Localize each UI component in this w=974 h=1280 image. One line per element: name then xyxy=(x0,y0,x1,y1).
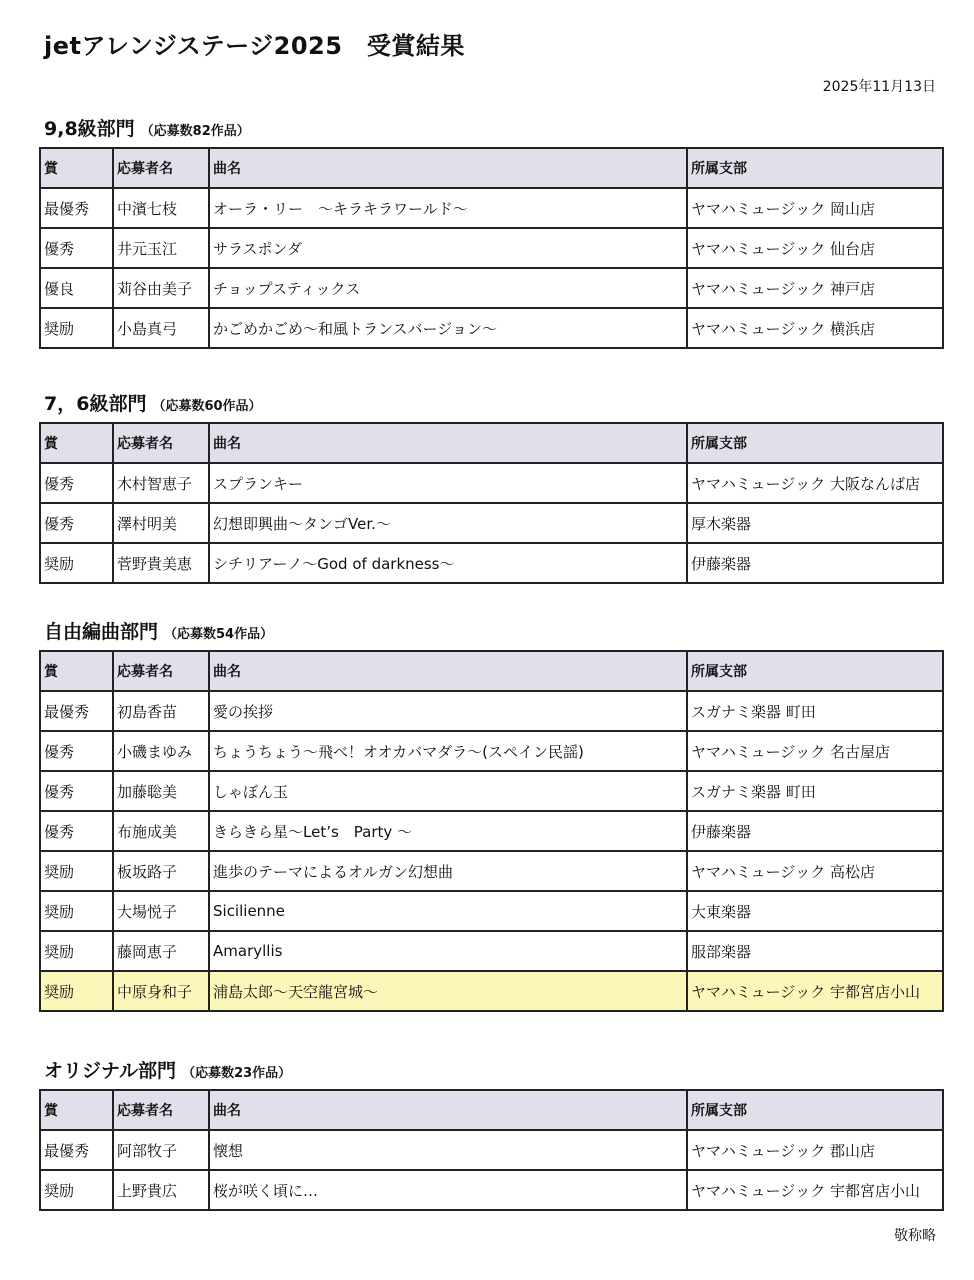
prize-cell: 奨励 xyxy=(40,543,113,583)
branch-cell: 厚木楽器 xyxy=(687,503,943,543)
branch-cell: ヤマハミュージック 宇都宮店小山 xyxy=(687,1170,943,1210)
song-cell: チョップスティックス xyxy=(209,268,687,308)
table-row xyxy=(40,771,943,811)
branch-cell: スガナミ楽器 町田 xyxy=(687,771,943,811)
col-header-branch: 所属支部 xyxy=(687,651,943,691)
table-header-row xyxy=(40,651,943,691)
name-cell: 中濱七枝 xyxy=(113,188,209,228)
branch-cell: ヤマハミュージック 横浜店 xyxy=(687,308,943,348)
name-cell: 木村智恵子 xyxy=(113,463,209,503)
col-header-branch: 所属支部 xyxy=(687,1090,943,1130)
section-title xyxy=(44,1056,291,1083)
table-row xyxy=(40,891,943,931)
col-header-name: 応募者名 xyxy=(113,1090,209,1130)
name-cell: 菅野貴美恵 xyxy=(113,543,209,583)
prize-cell: 最優秀 xyxy=(40,691,113,731)
table-row xyxy=(40,691,943,731)
results-table xyxy=(39,1089,944,1211)
table-header-row xyxy=(40,423,943,463)
section-name: 7，6級部門 xyxy=(44,393,147,415)
branch-cell: ヤマハミュージック 名古屋店 xyxy=(687,731,943,771)
prize-cell: 奨励 xyxy=(40,851,113,891)
section-title xyxy=(44,114,250,141)
section-name: 自由編曲部門 xyxy=(44,621,159,643)
song-cell: サラスポンダ xyxy=(209,228,687,268)
prize-cell: 奨励 xyxy=(40,891,113,931)
branch-cell: 服部楽器 xyxy=(687,931,943,971)
branch-cell: ヤマハミュージック 郡山店 xyxy=(687,1130,943,1170)
prize-cell: 優秀 xyxy=(40,503,113,543)
table-row xyxy=(40,228,943,268)
prize-cell: 優秀 xyxy=(40,463,113,503)
col-header-prize: 賞 xyxy=(40,423,113,463)
table-row xyxy=(40,931,943,971)
name-cell: 小島真弓 xyxy=(113,308,209,348)
section-count: （応募数82作品） xyxy=(140,124,250,139)
col-header-prize: 賞 xyxy=(40,651,113,691)
prize-cell: 最優秀 xyxy=(40,188,113,228)
col-header-song: 曲名 xyxy=(209,423,687,463)
name-cell: 苅谷由美子 xyxy=(113,268,209,308)
name-cell: 板坂路子 xyxy=(113,851,209,891)
song-cell: 桜が咲く頃に… xyxy=(209,1170,687,1210)
section-name: 9,8級部門 xyxy=(44,118,135,140)
results-table xyxy=(39,147,944,349)
song-cell: スプランキー xyxy=(209,463,687,503)
branch-cell: ヤマハミュージック 仙台店 xyxy=(687,228,943,268)
table-header-row xyxy=(40,148,943,188)
song-cell: 幻想即興曲～タンゴVer.～ xyxy=(209,503,687,543)
col-header-name: 応募者名 xyxy=(113,148,209,188)
section-count: （応募数60作品） xyxy=(152,399,262,414)
prize-cell: 奨励 xyxy=(40,931,113,971)
name-cell: 初島香苗 xyxy=(113,691,209,731)
name-cell: 澤村明美 xyxy=(113,503,209,543)
name-cell: 小磯まゆみ xyxy=(113,731,209,771)
section-count: （応募数54作品） xyxy=(164,627,274,642)
section-count: （応募数23作品） xyxy=(182,1066,292,1081)
prize-cell: 奨励 xyxy=(40,1170,113,1210)
prize-cell: 奨励 xyxy=(40,971,113,1011)
table-row xyxy=(40,268,943,308)
results-table xyxy=(39,422,944,584)
table-row xyxy=(40,1130,943,1170)
branch-cell: 伊藤楽器 xyxy=(687,811,943,851)
table-row xyxy=(40,463,943,503)
table-row xyxy=(40,543,943,583)
name-cell: 大場悦子 xyxy=(113,891,209,931)
table-row xyxy=(40,503,943,543)
col-header-name: 応募者名 xyxy=(113,423,209,463)
prize-cell: 優秀 xyxy=(40,731,113,771)
prize-cell: 優秀 xyxy=(40,811,113,851)
branch-cell: ヤマハミュージック 神戸店 xyxy=(687,268,943,308)
col-header-song: 曲名 xyxy=(209,1090,687,1130)
song-cell: 浦島太郎～天空龍宮城～ xyxy=(209,971,687,1011)
table-row xyxy=(40,811,943,851)
prize-cell: 優秀 xyxy=(40,771,113,811)
name-cell: 阿部牧子 xyxy=(113,1130,209,1170)
table-row xyxy=(40,1170,943,1210)
song-cell: しゃぼん玉 xyxy=(209,771,687,811)
table-row xyxy=(40,188,943,228)
branch-cell: ヤマハミュージック 宇都宮店小山 xyxy=(687,971,943,1011)
song-cell: 進歩のテーマによるオルガン幻想曲 xyxy=(209,851,687,891)
branch-cell: ヤマハミュージック 大阪なんば店 xyxy=(687,463,943,503)
song-cell: シチリアーノ～God of darkness～ xyxy=(209,543,687,583)
table-row xyxy=(40,851,943,891)
song-cell: かごめかごめ～和風トランスバージョン～ xyxy=(209,308,687,348)
name-cell: 布施成美 xyxy=(113,811,209,851)
section-name: オリジナル部門 xyxy=(44,1060,177,1082)
page-title: jetアレンジステージ2025 受賞結果 xyxy=(44,32,465,60)
results-table xyxy=(39,650,944,1012)
branch-cell: ヤマハミュージック 岡山店 xyxy=(687,188,943,228)
publish-date: 2025年11月13日 xyxy=(822,79,936,95)
song-cell: オーラ・リー ～キラキラワールド～ xyxy=(209,188,687,228)
section-title xyxy=(44,389,262,416)
honorifics-omitted-note: 敬称略 xyxy=(894,1228,936,1244)
table-row xyxy=(40,731,943,771)
name-cell: 加藤聡美 xyxy=(113,771,209,811)
col-header-prize: 賞 xyxy=(40,148,113,188)
song-cell: 懐想 xyxy=(209,1130,687,1170)
prize-cell: 優良 xyxy=(40,268,113,308)
highlighted-table-row xyxy=(40,971,943,1011)
song-cell: ちょうちょう～飛べ！オオカバマダラ～(スペイン民謡) xyxy=(209,731,687,771)
song-cell: Sicilienne xyxy=(209,891,687,931)
table-header-row xyxy=(40,1090,943,1130)
col-header-prize: 賞 xyxy=(40,1090,113,1130)
song-cell: Amaryllis xyxy=(209,931,687,971)
name-cell: 井元玉江 xyxy=(113,228,209,268)
col-header-branch: 所属支部 xyxy=(687,148,943,188)
col-header-branch: 所属支部 xyxy=(687,423,943,463)
song-cell: 愛の挨拶 xyxy=(209,691,687,731)
col-header-name: 応募者名 xyxy=(113,651,209,691)
branch-cell: スガナミ楽器 町田 xyxy=(687,691,943,731)
branch-cell: 大東楽器 xyxy=(687,891,943,931)
name-cell: 藤岡恵子 xyxy=(113,931,209,971)
col-header-song: 曲名 xyxy=(209,148,687,188)
table-row xyxy=(40,308,943,348)
song-cell: きらきら星～Let’s Party ～ xyxy=(209,811,687,851)
branch-cell: ヤマハミュージック 高松店 xyxy=(687,851,943,891)
prize-cell: 奨励 xyxy=(40,308,113,348)
name-cell: 中原身和子 xyxy=(113,971,209,1011)
name-cell: 上野貴広 xyxy=(113,1170,209,1210)
col-header-song: 曲名 xyxy=(209,651,687,691)
section-title xyxy=(44,617,273,644)
branch-cell: 伊藤楽器 xyxy=(687,543,943,583)
prize-cell: 優秀 xyxy=(40,228,113,268)
prize-cell: 最優秀 xyxy=(40,1130,113,1170)
